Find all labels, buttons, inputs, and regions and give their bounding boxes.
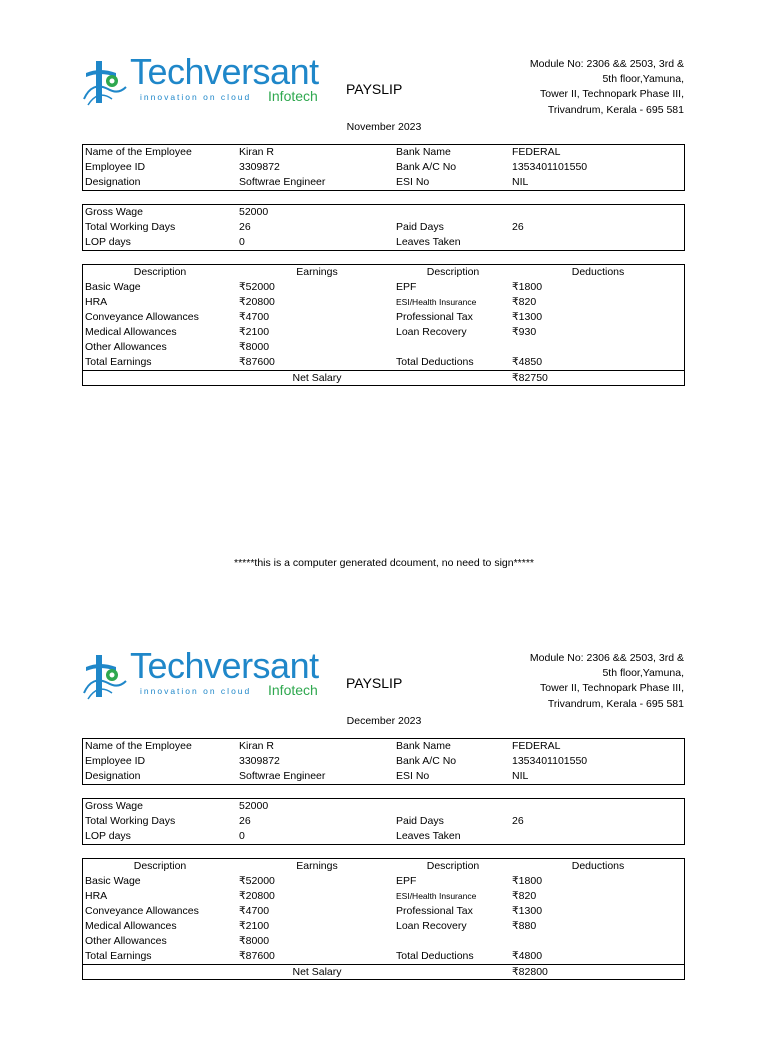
column-header: Description bbox=[133, 860, 187, 872]
deduction-description: Loan Recovery bbox=[396, 920, 467, 932]
working-days-label: Total Working Days bbox=[85, 221, 176, 233]
name-label: Name of the Employee bbox=[85, 740, 192, 752]
earning-description: Conveyance Allowances bbox=[85, 311, 199, 323]
gross-wage: 52000 bbox=[239, 800, 269, 812]
address-line: 5th floor,Yamuna, bbox=[602, 73, 684, 86]
net-salary: ₹82750 bbox=[512, 372, 548, 384]
table-row bbox=[83, 919, 684, 934]
table-row bbox=[83, 160, 684, 175]
lop-days: 0 bbox=[239, 236, 245, 248]
total-earnings: ₹87600 bbox=[239, 950, 275, 962]
table-row bbox=[83, 739, 684, 754]
table-row bbox=[83, 934, 684, 949]
account-label: Bank A/C No bbox=[396, 755, 457, 767]
total-deductions: ₹4800 bbox=[512, 950, 543, 962]
gross-wage: 52000 bbox=[239, 206, 269, 218]
table-row bbox=[83, 235, 684, 250]
address-line: Trivandrum, Kerala - 695 581 bbox=[547, 103, 684, 116]
logo-wordmark: Techversant bbox=[130, 645, 319, 686]
column-header: Deductions bbox=[571, 860, 625, 872]
company-address bbox=[464, 651, 684, 712]
deduction-amount: ₹1800 bbox=[512, 875, 543, 887]
totals-row bbox=[83, 355, 684, 370]
table-row bbox=[83, 175, 684, 190]
paid-days-label: Paid Days bbox=[396, 815, 444, 827]
total-earnings-label: Total Earnings bbox=[85, 356, 152, 368]
earning-amount: ₹8000 bbox=[239, 341, 270, 353]
bank-name: FEDERAL bbox=[512, 146, 561, 158]
account-number: 1353401101550 bbox=[512, 161, 588, 173]
earning-description: Other Allowances bbox=[85, 935, 167, 947]
paid-days-label: Paid Days bbox=[396, 221, 444, 233]
esi-label: ESI No bbox=[396, 770, 430, 782]
column-header: Earnings bbox=[296, 860, 338, 872]
earnings-deductions-table bbox=[82, 858, 685, 980]
total-earnings-label: Total Earnings bbox=[85, 950, 152, 962]
column-header: Description bbox=[426, 860, 480, 872]
deduction-description: ESI/Health Insurance bbox=[396, 297, 477, 307]
address-line: Tower II, Technopark Phase III, bbox=[540, 682, 684, 695]
paid-days: 26 bbox=[512, 221, 524, 233]
logo-tagline: innovation on cloud bbox=[140, 92, 252, 102]
leaves-label: Leaves Taken bbox=[396, 830, 461, 842]
net-salary-row bbox=[83, 964, 684, 980]
footer-note: *****this is a computer generated dcoument, no need to sign***** bbox=[233, 557, 535, 569]
table-row bbox=[83, 325, 684, 340]
deduction-amount: ₹930 bbox=[512, 326, 537, 338]
employee-name: Kiran R bbox=[239, 740, 275, 752]
table-row bbox=[83, 769, 684, 784]
working-days: 26 bbox=[239, 815, 251, 827]
deduction-description: ESI/Health Insurance bbox=[396, 891, 477, 901]
total-deductions-label: Total Deductions bbox=[396, 356, 474, 368]
attendance-table bbox=[82, 798, 685, 845]
net-salary-label: Net Salary bbox=[292, 372, 342, 384]
payslip bbox=[0, 51, 768, 457]
table-row bbox=[83, 829, 684, 844]
table-header-row bbox=[83, 265, 684, 280]
table-row bbox=[83, 340, 684, 355]
deduction-amount: ₹1300 bbox=[512, 311, 543, 323]
address-line: Module No: 2306 && 2503, 3rd & bbox=[529, 652, 684, 664]
address-line: Module No: 2306 && 2503, 3rd & bbox=[529, 58, 684, 70]
account-number: 1353401101550 bbox=[512, 755, 588, 767]
account-label: Bank A/C No bbox=[396, 161, 457, 173]
name-label: Name of the Employee bbox=[85, 146, 192, 158]
table-row bbox=[83, 220, 684, 235]
table-header-row bbox=[83, 859, 684, 874]
lop-label: LOP days bbox=[85, 236, 131, 248]
esi-label: ESI No bbox=[396, 176, 430, 188]
id-label: Employee ID bbox=[85, 161, 146, 173]
table-row bbox=[83, 874, 684, 889]
logo-tagline: innovation on cloud bbox=[140, 686, 252, 696]
deduction-amount: ₹1300 bbox=[512, 905, 543, 917]
payslip bbox=[0, 645, 768, 1051]
bank-label: Bank Name bbox=[396, 740, 451, 752]
column-header: Earnings bbox=[296, 266, 338, 278]
employee-id: 3309872 bbox=[239, 755, 280, 767]
bank-label: Bank Name bbox=[396, 146, 451, 158]
net-salary-label: Net Salary bbox=[292, 966, 342, 978]
table-row bbox=[83, 799, 684, 814]
deduction-amount: ₹820 bbox=[512, 890, 537, 902]
column-header: Description bbox=[133, 266, 187, 278]
pay-period: December 2023 bbox=[346, 715, 422, 727]
earning-description: Medical Allowances bbox=[85, 326, 177, 338]
table-row bbox=[83, 754, 684, 769]
total-deductions: ₹4850 bbox=[512, 356, 543, 368]
earning-description: Medical Allowances bbox=[85, 920, 177, 932]
designation: Softwrae Engineer bbox=[239, 770, 326, 782]
deduction-description: Loan Recovery bbox=[396, 326, 467, 338]
leaves-label: Leaves Taken bbox=[396, 236, 461, 248]
deduction-description: EPF bbox=[396, 281, 417, 293]
deduction-description: EPF bbox=[396, 875, 417, 887]
earning-amount: ₹2100 bbox=[239, 920, 270, 932]
earning-description: HRA bbox=[85, 296, 108, 308]
esi-number: NIL bbox=[512, 176, 529, 188]
table-row bbox=[83, 205, 684, 220]
earning-description: Basic Wage bbox=[85, 875, 141, 887]
designation-label: Designation bbox=[85, 770, 141, 782]
total-deductions-label: Total Deductions bbox=[396, 950, 474, 962]
earning-amount: ₹2100 bbox=[239, 326, 270, 338]
net-salary-row bbox=[83, 370, 684, 386]
table-row bbox=[83, 310, 684, 325]
table-row bbox=[83, 295, 684, 310]
deduction-description: Professional Tax bbox=[396, 905, 473, 917]
earning-description: HRA bbox=[85, 890, 108, 902]
employee-id: 3309872 bbox=[239, 161, 280, 173]
earning-amount: ₹8000 bbox=[239, 935, 270, 947]
address-line: 5th floor,Yamuna, bbox=[602, 667, 684, 680]
address-line: Tower II, Technopark Phase III, bbox=[540, 88, 684, 101]
employee-name: Kiran R bbox=[239, 146, 275, 158]
earning-amount: ₹4700 bbox=[239, 905, 270, 917]
earning-amount: ₹52000 bbox=[239, 281, 275, 293]
earning-description: Conveyance Allowances bbox=[85, 905, 199, 917]
pay-period: November 2023 bbox=[346, 121, 422, 133]
logo-mark-icon bbox=[82, 59, 128, 109]
net-salary: ₹82800 bbox=[512, 966, 548, 978]
earning-amount: ₹20800 bbox=[239, 296, 275, 308]
earning-amount: ₹4700 bbox=[239, 311, 270, 323]
address-line: Trivandrum, Kerala - 695 581 bbox=[547, 697, 684, 710]
deduction-description: Professional Tax bbox=[396, 311, 473, 323]
line-items bbox=[83, 874, 684, 949]
table-row bbox=[83, 145, 684, 160]
logo-mark-icon bbox=[82, 653, 128, 703]
working-days-label: Total Working Days bbox=[85, 815, 176, 827]
bank-name: FEDERAL bbox=[512, 740, 561, 752]
company-logo bbox=[82, 645, 332, 703]
employee-details-table bbox=[82, 144, 685, 191]
id-label: Employee ID bbox=[85, 755, 146, 767]
designation: Softwrae Engineer bbox=[239, 176, 326, 188]
logo-sub: Infotech bbox=[268, 682, 318, 698]
earning-description: Basic Wage bbox=[85, 281, 141, 293]
table-row bbox=[83, 904, 684, 919]
earnings-deductions-table bbox=[82, 264, 685, 386]
working-days: 26 bbox=[239, 221, 251, 233]
earning-amount: ₹20800 bbox=[239, 890, 275, 902]
lop-days: 0 bbox=[239, 830, 245, 842]
designation-label: Designation bbox=[85, 176, 141, 188]
totals-row bbox=[83, 949, 684, 964]
column-header: Description bbox=[426, 266, 480, 278]
paid-days: 26 bbox=[512, 815, 524, 827]
table-row bbox=[83, 889, 684, 904]
earning-amount: ₹52000 bbox=[239, 875, 275, 887]
logo-sub: Infotech bbox=[268, 88, 318, 104]
company-logo bbox=[82, 51, 332, 109]
gross-label: Gross Wage bbox=[85, 206, 143, 218]
column-header: Deductions bbox=[571, 266, 625, 278]
payslip-title: PAYSLIP bbox=[346, 81, 403, 97]
table-row bbox=[83, 280, 684, 295]
total-earnings: ₹87600 bbox=[239, 356, 275, 368]
deduction-amount: ₹880 bbox=[512, 920, 537, 932]
line-items bbox=[83, 280, 684, 355]
earning-description: Other Allowances bbox=[85, 341, 167, 353]
deduction-amount: ₹1800 bbox=[512, 281, 543, 293]
attendance-table bbox=[82, 204, 685, 251]
lop-label: LOP days bbox=[85, 830, 131, 842]
esi-number: NIL bbox=[512, 770, 529, 782]
table-row bbox=[83, 814, 684, 829]
employee-details-table bbox=[82, 738, 685, 785]
gross-label: Gross Wage bbox=[85, 800, 143, 812]
company-address bbox=[464, 57, 684, 118]
logo-wordmark: Techversant bbox=[130, 51, 319, 92]
payslip-title: PAYSLIP bbox=[346, 675, 403, 691]
deduction-amount: ₹820 bbox=[512, 296, 537, 308]
